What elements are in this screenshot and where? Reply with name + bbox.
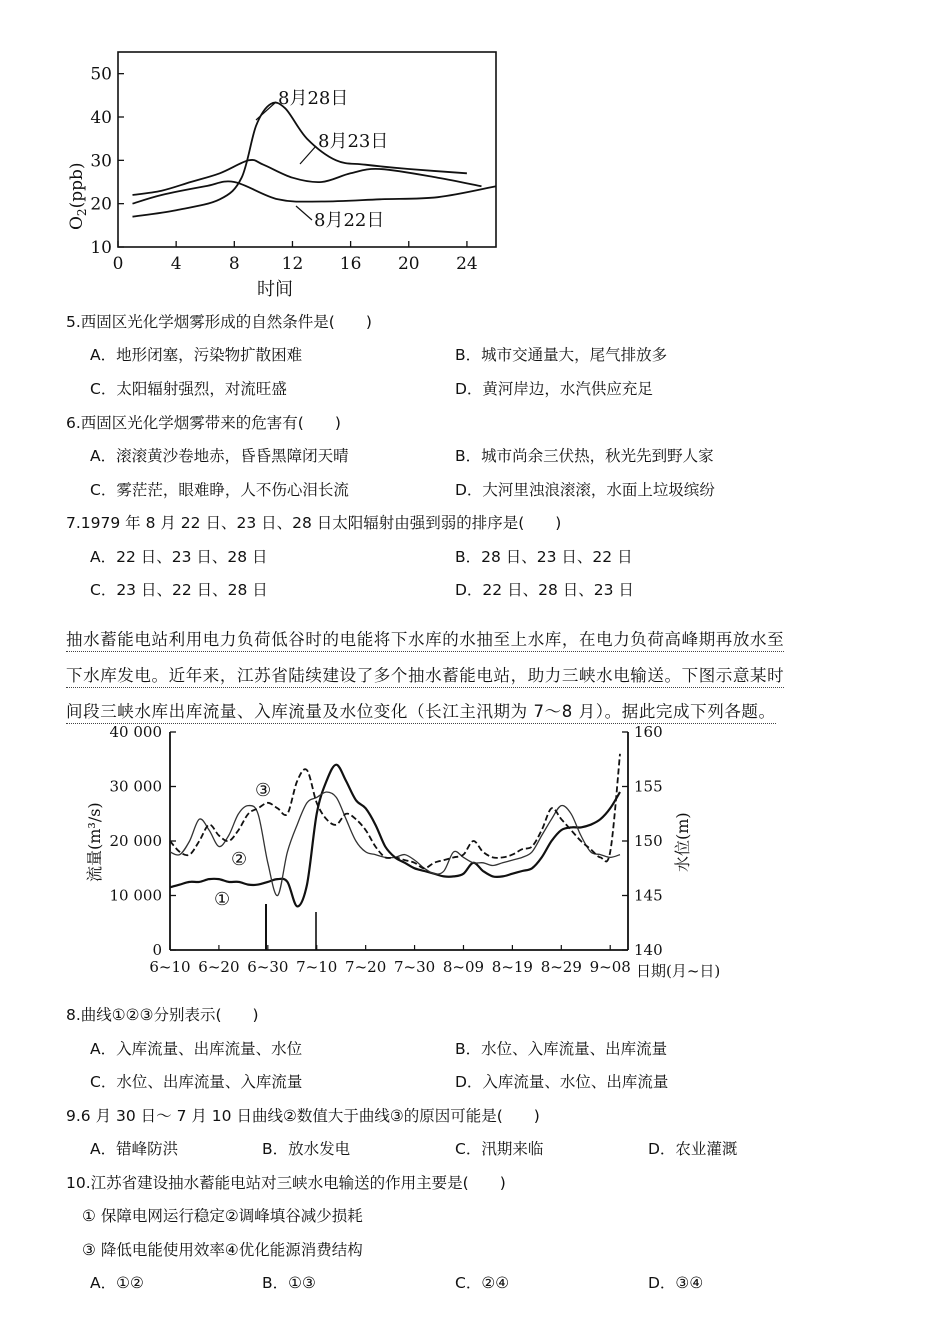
flow-xtick-label: 8~29 <box>540 958 582 976</box>
q9-stem: 9.6 月 30 日～ 7 月 10 日曲线②数值大于曲线③的原因可能是( ) <box>66 1107 540 1125</box>
flow-chart <box>78 722 738 987</box>
o2-series-line-3 <box>133 181 497 203</box>
flow-ytick-label: 10 000 <box>109 886 162 905</box>
level-ytick-label: 160 <box>634 723 663 741</box>
o2-chart <box>60 40 478 310</box>
level-ytick-label: 140 <box>634 941 663 959</box>
flow-xtick-label: 7~20 <box>345 958 387 976</box>
q7-stem: 7.1979 年 8 月 22 日、23 日、28 日太阳辐射由强到弱的排序是( ) <box>66 514 562 532</box>
passage-line-1: 抽水蓄能电站利用电力负荷低谷时的电能将下水库的水抽至上水库，在电力负荷高峰期再放水至 <box>66 622 876 658</box>
q6-option-a[interactable]: A．滚滚黄沙卷地赤，昏昏黑障闭天晴 <box>90 447 349 465</box>
flow-xtick-label: 7~10 <box>296 958 338 976</box>
q9-option-b[interactable]: B．放水发电 <box>262 1140 351 1158</box>
o2-xtick-label: 0 <box>112 254 124 274</box>
q10-option-a[interactable]: A．①② <box>90 1274 144 1292</box>
label-aug28: 8月28日 <box>278 88 349 109</box>
o2-ytick-label: 50 <box>90 64 112 85</box>
flow-xtick-label: 9~08 <box>589 958 631 976</box>
q5-option-d[interactable]: D．黄河岸边，水汽供应充足 <box>455 380 653 398</box>
q9-option-d[interactable]: D．农业灌溉 <box>648 1140 738 1158</box>
level-ytick-label: 145 <box>634 886 663 905</box>
q7-option-d[interactable]: D．22 日、28 日、23 日 <box>455 581 634 599</box>
q8-option-a[interactable]: A．入库流量、出库流量、水位 <box>90 1040 303 1058</box>
passage-line-2: 下水库发电。近年来，江苏省陆续建设了多个抽水蓄能电站，助力三峡水电输送。下图示意某时 <box>66 658 876 694</box>
flow-ytick-label: 40 000 <box>109 723 162 741</box>
q8-stem: 8.曲线①②③分别表示( ) <box>66 1006 259 1024</box>
q7-option-b[interactable]: B．28 日、23 日、22 日 <box>455 548 633 566</box>
flow-ytick-label: 0 <box>152 941 162 959</box>
o2-xtick-label: 16 <box>339 254 362 274</box>
q5-stem: 5.西固区光化学烟雾形成的自然条件是( ) <box>66 313 372 331</box>
q10-statements-1: ① 保障电网运行稳定②调峰填谷减少损耗 <box>82 1207 363 1225</box>
o2-ytick-label: 10 <box>90 238 112 258</box>
o2-chart-frame <box>118 52 496 247</box>
o2-ytick-label: 20 <box>90 194 112 215</box>
level-ytick-label: 155 <box>634 777 663 796</box>
o2-xtick-label: 20 <box>397 254 420 274</box>
curve-label-3: ③ <box>255 780 272 801</box>
curve-label-1: ① <box>214 889 231 910</box>
flow-ytick-label: 20 000 <box>109 832 162 850</box>
q10-option-d[interactable]: D．③④ <box>648 1274 704 1292</box>
flow-ytick-label: 30 000 <box>109 777 162 796</box>
q8-option-c[interactable]: C．水位、出库流量、入库流量 <box>90 1073 303 1091</box>
level-ytick-label: 150 <box>634 832 663 850</box>
label-aug22-leader <box>296 206 312 220</box>
flow-chart-ylabel-right: 水位(m) <box>673 812 692 872</box>
q10-option-b[interactable]: B．①③ <box>262 1274 316 1292</box>
o2-xtick-label: 4 <box>170 254 182 274</box>
label-aug23-leader <box>300 146 316 164</box>
q6-option-d[interactable]: D．大河里浊浪滚滚，水面上垃圾缤纷 <box>455 481 715 499</box>
q6-stem: 6.西固区光化学烟雾带来的危害有( ) <box>66 414 341 432</box>
q9-option-c[interactable]: C．汛期来临 <box>455 1140 544 1158</box>
passage-line-3: 间段三峡水库出库流量、入库流量及水位变化（长江主汛期为 7～8 月）。据此完成下列各题。 <box>66 694 876 730</box>
q10-statements-2: ③ 降低电能使用效率④优化能源消费结构 <box>82 1241 363 1259</box>
curve-label-2: ② <box>231 849 248 870</box>
q7-option-c[interactable]: C．23 日、22 日、28 日 <box>90 581 268 599</box>
o2-chart-ylabel: $O_2(ppb)$ <box>67 162 89 230</box>
q6-option-c[interactable]: C．雾茫茫，眼难睁，人不伤心泪长流 <box>90 481 349 499</box>
flow-xtick-label: 8~19 <box>491 958 533 976</box>
flow-series-line-1 <box>170 765 620 907</box>
flow-xtick-label: 6~20 <box>198 958 240 976</box>
q5-option-b[interactable]: B．城市交通量大，尾气排放多 <box>455 346 668 364</box>
q8-option-b[interactable]: B．水位、入库流量、出库流量 <box>455 1040 668 1058</box>
o2-ytick-label: 40 <box>90 108 112 128</box>
flow-xtick-label: 7~30 <box>393 958 436 976</box>
o2-chart-xlabel: 时间 <box>257 279 293 300</box>
q10-option-c[interactable]: C．②④ <box>455 1274 510 1292</box>
flow-xtick-label: 6~10 <box>149 958 191 976</box>
o2-xtick-label: 12 <box>281 254 304 274</box>
q10-stem: 10.江苏省建设抽水蓄能电站对三峡水电输送的作用主要是( ) <box>66 1174 506 1192</box>
q5-option-c[interactable]: C．太阳辐射强烈，对流旺盛 <box>90 380 287 398</box>
q7-option-a[interactable]: A．22 日、23 日、28 日 <box>90 548 268 566</box>
flow-xtick-label: 8~09 <box>442 958 485 976</box>
q9-option-a[interactable]: A．错峰防洪 <box>90 1140 179 1158</box>
q8-option-d[interactable]: D．入库流量、水位、出库流量 <box>455 1073 669 1091</box>
o2-xtick-label: 24 <box>456 254 478 274</box>
o2-xtick-label: 8 <box>228 254 240 274</box>
label-aug22: 8月22日 <box>314 210 385 231</box>
flow-chart-ylabel-left: 流量(m³/s) <box>85 802 104 882</box>
flow-chart-xlabel: 日期(月~日) <box>636 962 721 980</box>
label-aug28-leader <box>256 102 276 120</box>
o2-series-line-1 <box>133 103 467 217</box>
label-aug23: 8月23日 <box>318 131 389 152</box>
o2-ytick-label: 30 <box>90 151 112 172</box>
q6-option-b[interactable]: B．城市尚余三伏热，秋光先到野人家 <box>455 447 714 465</box>
q5-option-a[interactable]: A．地形闭塞，污染物扩散困难 <box>90 346 303 364</box>
flow-xtick-label: 6~30 <box>247 958 289 976</box>
passage <box>66 622 876 730</box>
